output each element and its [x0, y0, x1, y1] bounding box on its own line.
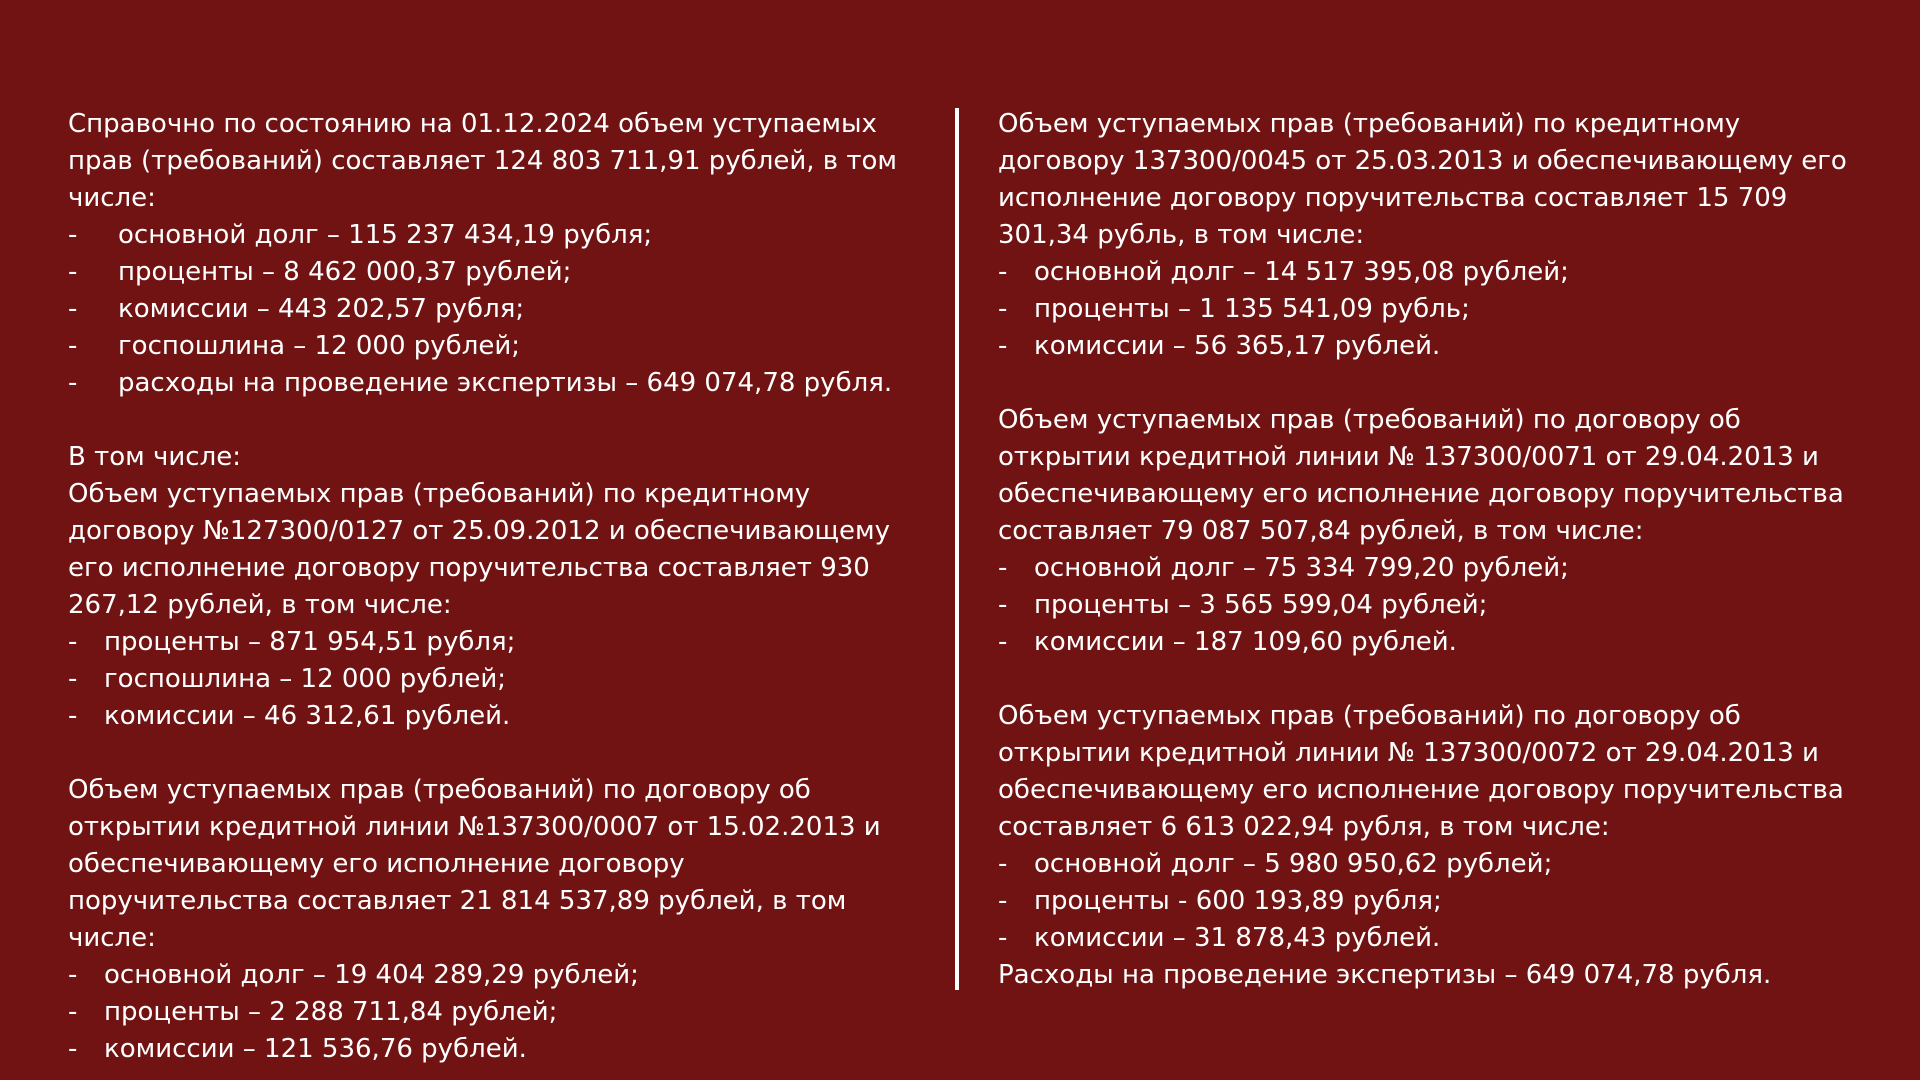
left-block-137300-0007-list: [68, 957, 910, 1068]
list-item: - основной долг – 5 980 950,62 рублей;: [998, 846, 1858, 883]
list-item: - проценты – 871 954,51 рубля;: [68, 624, 910, 661]
spacer: [998, 661, 1858, 698]
dash-marker: -: [68, 368, 78, 398]
list-item: - основной долг – 14 517 395,08 рублей;: [998, 254, 1858, 291]
dash-marker: -: [998, 331, 1008, 361]
list-item: - проценты – 8 462 000,37 рублей;: [68, 254, 910, 291]
list-item: - комиссии – 31 878,43 рублей.: [998, 920, 1858, 957]
left-block-127300-0127: [68, 439, 910, 735]
dash-marker: -: [68, 257, 78, 287]
right-column: [998, 106, 1858, 994]
dash-marker: -: [68, 997, 78, 1027]
dash-marker: -: [998, 294, 1008, 324]
dash-marker: -: [998, 923, 1008, 953]
right-block-137300-0072-intro: Объем уступаемых прав (требований) по договору об открытии кредитной линии № 137300/0072 от 29.04.2013 и обеспечивающему его исполнение договору поручительства составляет 6 613 022,94 рубля, в том числе:: [998, 701, 1844, 842]
list-item: - основной долг – 19 404 289,29 рублей;: [68, 957, 910, 994]
dash-marker: -: [998, 553, 1008, 583]
right-block-footer: Расходы на проведение экспертизы – 649 074,78 рубля.: [998, 960, 1772, 990]
dash-marker: -: [68, 294, 78, 324]
dash-marker: -: [68, 664, 78, 694]
dash-marker: -: [998, 590, 1008, 620]
dash-marker: -: [68, 701, 78, 731]
list-item: - комиссии – 121 536,76 рублей.: [68, 1031, 910, 1068]
dash-marker: -: [68, 331, 78, 361]
dash-marker: -: [68, 220, 78, 250]
dash-marker: -: [68, 960, 78, 990]
left-block-137300-0007-intro: Объем уступаемых прав (требований) по договору об открытии кредитной линии №137300/0007 от 15.02.2013 и обеспечивающему его исполнение договору поручительства составляет 21 814 537,89 рублей, в том числе:: [68, 775, 881, 953]
list-item: - проценты – 1 135 541,09 рубль;: [998, 291, 1858, 328]
left-block-total-list: [68, 217, 910, 402]
dash-marker: -: [998, 886, 1008, 916]
right-block-137300-0071-intro: Объем уступаемых прав (требований) по договору об открытии кредитной линии № 137300/0071 от 29.04.2013 и обеспечивающему его исполнение договору поручительства составляет 79 087 507,84 рублей, в том числе:: [998, 405, 1844, 546]
list-item: - основной долг – 75 334 799,20 рублей;: [998, 550, 1858, 587]
dash-marker: -: [998, 257, 1008, 287]
left-column: [68, 106, 910, 1068]
column-divider: [955, 108, 959, 990]
list-item: - основной долг – 115 237 434,19 рубля;: [68, 217, 910, 254]
list-item: - комиссии – 187 109,60 рублей.: [998, 624, 1858, 661]
dash-marker: -: [68, 627, 78, 657]
left-block-137300-0007: [68, 772, 910, 1068]
spacer: [68, 735, 910, 772]
list-item: - госпошлина – 12 000 рублей;: [68, 328, 910, 365]
dash-marker: -: [68, 1034, 78, 1064]
right-block-137300-0071-list: [998, 550, 1858, 661]
list-item: - проценты - 600 193,89 рубля;: [998, 883, 1858, 920]
list-item: - комиссии – 443 202,57 рубля;: [68, 291, 910, 328]
right-block-137300-0045-intro: Объем уступаемых прав (требований) по кредитному договору 137300/0045 от 25.03.2013 и обеспечивающему его исполнение договору поручительства составляет 15 709 301,34 рубль, в том числе:: [998, 109, 1847, 250]
left-block-127300-0127-list: [68, 624, 910, 735]
right-block-137300-0045: [998, 106, 1858, 365]
left-block-127300-0127-intro: Объем уступаемых прав (требований) по кредитному договору №127300/0127 от 25.09.2012 и обеспечивающему его исполнение договору поручительства составляет 930 267,12 рублей, в том числе:: [68, 479, 891, 620]
dash-marker: -: [998, 627, 1008, 657]
list-item: - комиссии – 56 365,17 рублей.: [998, 328, 1858, 365]
spacer: [68, 402, 910, 439]
list-item: - комиссии – 46 312,61 рублей.: [68, 698, 910, 735]
spacer: [998, 365, 1858, 402]
list-item: - госпошлина – 12 000 рублей;: [68, 661, 910, 698]
right-block-137300-0045-list: [998, 254, 1858, 365]
left-block-total-intro: Справочно по состоянию на 01.12.2024 объем уступаемых прав (требований) составляет 124 803 711,91 рублей, в том числе:: [68, 109, 898, 213]
list-item: - проценты – 3 565 599,04 рублей;: [998, 587, 1858, 624]
right-block-137300-0072: [998, 698, 1858, 994]
right-block-137300-0072-list: [998, 846, 1858, 957]
right-block-137300-0071: [998, 402, 1858, 661]
left-block-heading: В том числе:: [68, 442, 241, 472]
dash-marker: -: [998, 849, 1008, 879]
left-block-total: [68, 106, 910, 402]
list-item: - расходы на проведение экспертизы – 649 074,78 рубля.: [68, 365, 910, 402]
list-item: - проценты – 2 288 711,84 рублей;: [68, 994, 910, 1031]
